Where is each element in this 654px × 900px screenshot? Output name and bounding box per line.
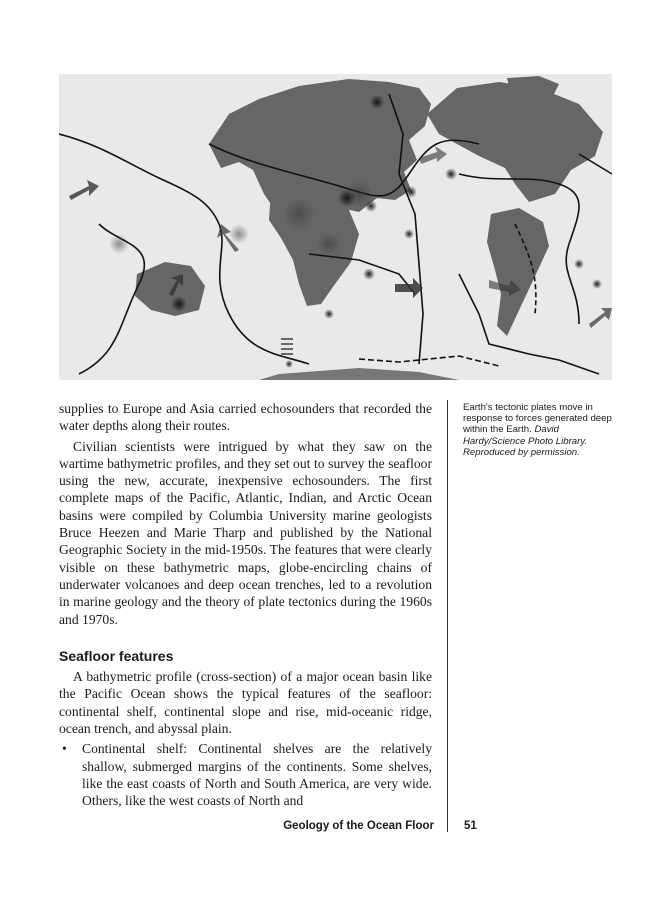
world-map-illustration (59, 74, 612, 380)
column-divider (447, 400, 448, 832)
section-heading-seafloor-features: Seafloor features (59, 647, 174, 664)
bullet-item-continental-shelf (59, 740, 432, 809)
caption-text: Earth's tectonic plates move in response to forces generated deep within the Earth. (463, 402, 612, 436)
bullet-icon: • (62, 741, 67, 757)
tectonic-plates-map-figure (59, 74, 612, 380)
figure-caption (463, 402, 613, 458)
body-paragraph-2: Civilian scientists were intrigued by what they saw on the wartime bathymetric profiles, and they set out to survey the seafloor using the new, accurate, inexpensive echosounders. The first complete maps of the Pacific, Atlantic, Indian, and Arctic Ocean basins were compiled by Columbia University marine geologists Bruce Heezen and Marie Tharp and published by the National Geographic Society in the mid-1950s. The features that were clearly visible on these bathymetric maps, globe-encircling chains of underwater volcanoes and deep ocean trenches, led to a revolution in marine geology and the theory of plate tectonics during the 1960s and 1970s. (59, 438, 432, 627)
body-paragraph-1: supplies to Europe and Asia carried echosounders that recorded the water depths along their routes. (59, 401, 432, 434)
main-text-column (59, 400, 432, 810)
running-footer-title: Geology of the Ocean Floor (283, 820, 434, 832)
bullet-text: Continental shelf: Continental shelves are the relatively shallow, submerged margins of the continents. Some shelves, like the east coasts of North and South America, are very wide. Others, like the west coasts of North and (82, 741, 432, 809)
caption-credit: David Hardy/Science Photo Library. Reproduced by permission. (463, 424, 588, 458)
page-number: 51 (464, 820, 477, 832)
body-paragraph-3: A bathymetric profile (cross-section) of a major ocean basin like the Pacific Ocean shows the typical features of the seafloor: continental shelf, continental slope and rise, mid-oceanic ridge, ocean trench, and abyssal plain. (59, 669, 432, 737)
